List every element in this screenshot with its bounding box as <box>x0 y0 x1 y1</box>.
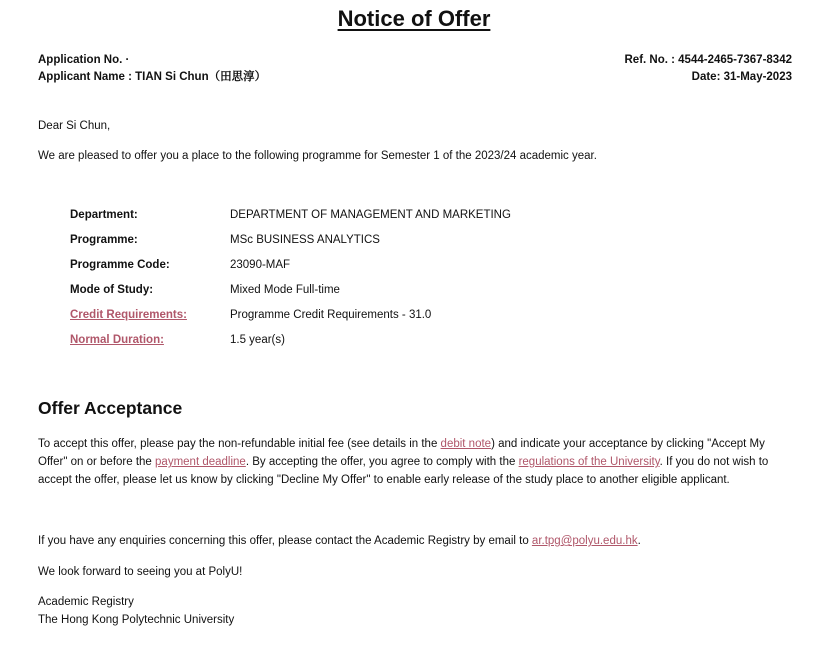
email-link[interactable]: ar.tpg@polyu.edu.hk <box>531 535 638 547</box>
acceptance-paragraph <box>38 435 796 489</box>
detail-value: MSc BUSINESS ANALYTICS <box>230 234 380 246</box>
enquiry-text: If you have any enquiries concerning this offer, please contact the Academic Registry by email to <box>38 535 532 547</box>
acceptance-text: . If you do not wish to accept the offer, please let us know by clicking "Decline My Offer" to enable early release of the study place to another eligible applicant. <box>38 456 769 486</box>
detail-value: DEPARTMENT OF MANAGEMENT AND MARKETING <box>230 209 511 221</box>
detail-value: Programme Credit Requirements - 31.0 <box>230 309 432 321</box>
enquiry-paragraph <box>38 532 796 550</box>
detail-row-programme-code <box>70 259 511 284</box>
detail-row-programme <box>70 234 511 259</box>
detail-label: Programme Code: <box>70 259 170 271</box>
intro-paragraph: We are pleased to offer you a place to the following programme for Semester 1 of the 2023/24 academic year. <box>38 150 597 162</box>
detail-row-credit-requirements <box>70 309 511 334</box>
salutation: Dear Si Chun, <box>38 120 111 132</box>
offer-date: Date: 31-May-2023 <box>691 71 792 83</box>
enquiry-text: . <box>637 535 641 547</box>
signature-department: Academic Registry <box>38 596 134 608</box>
credit-requirements-link[interactable]: Credit Requirements: <box>70 309 187 321</box>
detail-value: 1.5 year(s) <box>230 334 285 346</box>
normal-duration-link[interactable]: Normal Duration: <box>70 334 164 346</box>
debit-note-link[interactable]: debit note <box>440 438 492 450</box>
acceptance-text: ) and indicate your acceptance by clicking "Accept My Offer" on or before the <box>38 438 765 468</box>
acceptance-text: To accept this offer, please pay the non-refundable initial fee (see details in the <box>38 438 441 450</box>
page-title: Notice of Offer <box>337 6 491 31</box>
offer-acceptance-heading: Offer Acceptance <box>38 398 183 418</box>
application-number: Application No. · <box>38 54 130 66</box>
acceptance-text: . By accepting the offer, you agree to comply with the <box>245 456 519 468</box>
detail-label: Mode of Study: <box>70 284 154 296</box>
signature-university: The Hong Kong Polytechnic University <box>38 614 235 626</box>
detail-label: Department: <box>70 209 138 221</box>
programme-details <box>70 209 511 359</box>
regulations-link[interactable]: regulations of the University <box>518 456 660 468</box>
applicant-info <box>38 52 266 86</box>
detail-value: Mixed Mode Full-time <box>230 284 340 296</box>
signature-block <box>38 593 796 629</box>
applicant-name: Applicant Name : TIAN Si Chun（田思淳） <box>38 71 267 83</box>
reference-number: Ref. No. : 4544-2465-7367-8342 <box>624 54 792 66</box>
detail-row-department <box>70 209 511 234</box>
closing-line: We look forward to seeing you at PolyU! <box>38 566 243 578</box>
detail-label: Programme: <box>70 234 138 246</box>
detail-row-mode-of-study <box>70 284 511 309</box>
reference-info <box>625 52 793 86</box>
payment-deadline-link[interactable]: payment deadline <box>155 456 246 468</box>
detail-row-normal-duration <box>70 334 511 359</box>
detail-value: 23090-MAF <box>230 259 291 271</box>
